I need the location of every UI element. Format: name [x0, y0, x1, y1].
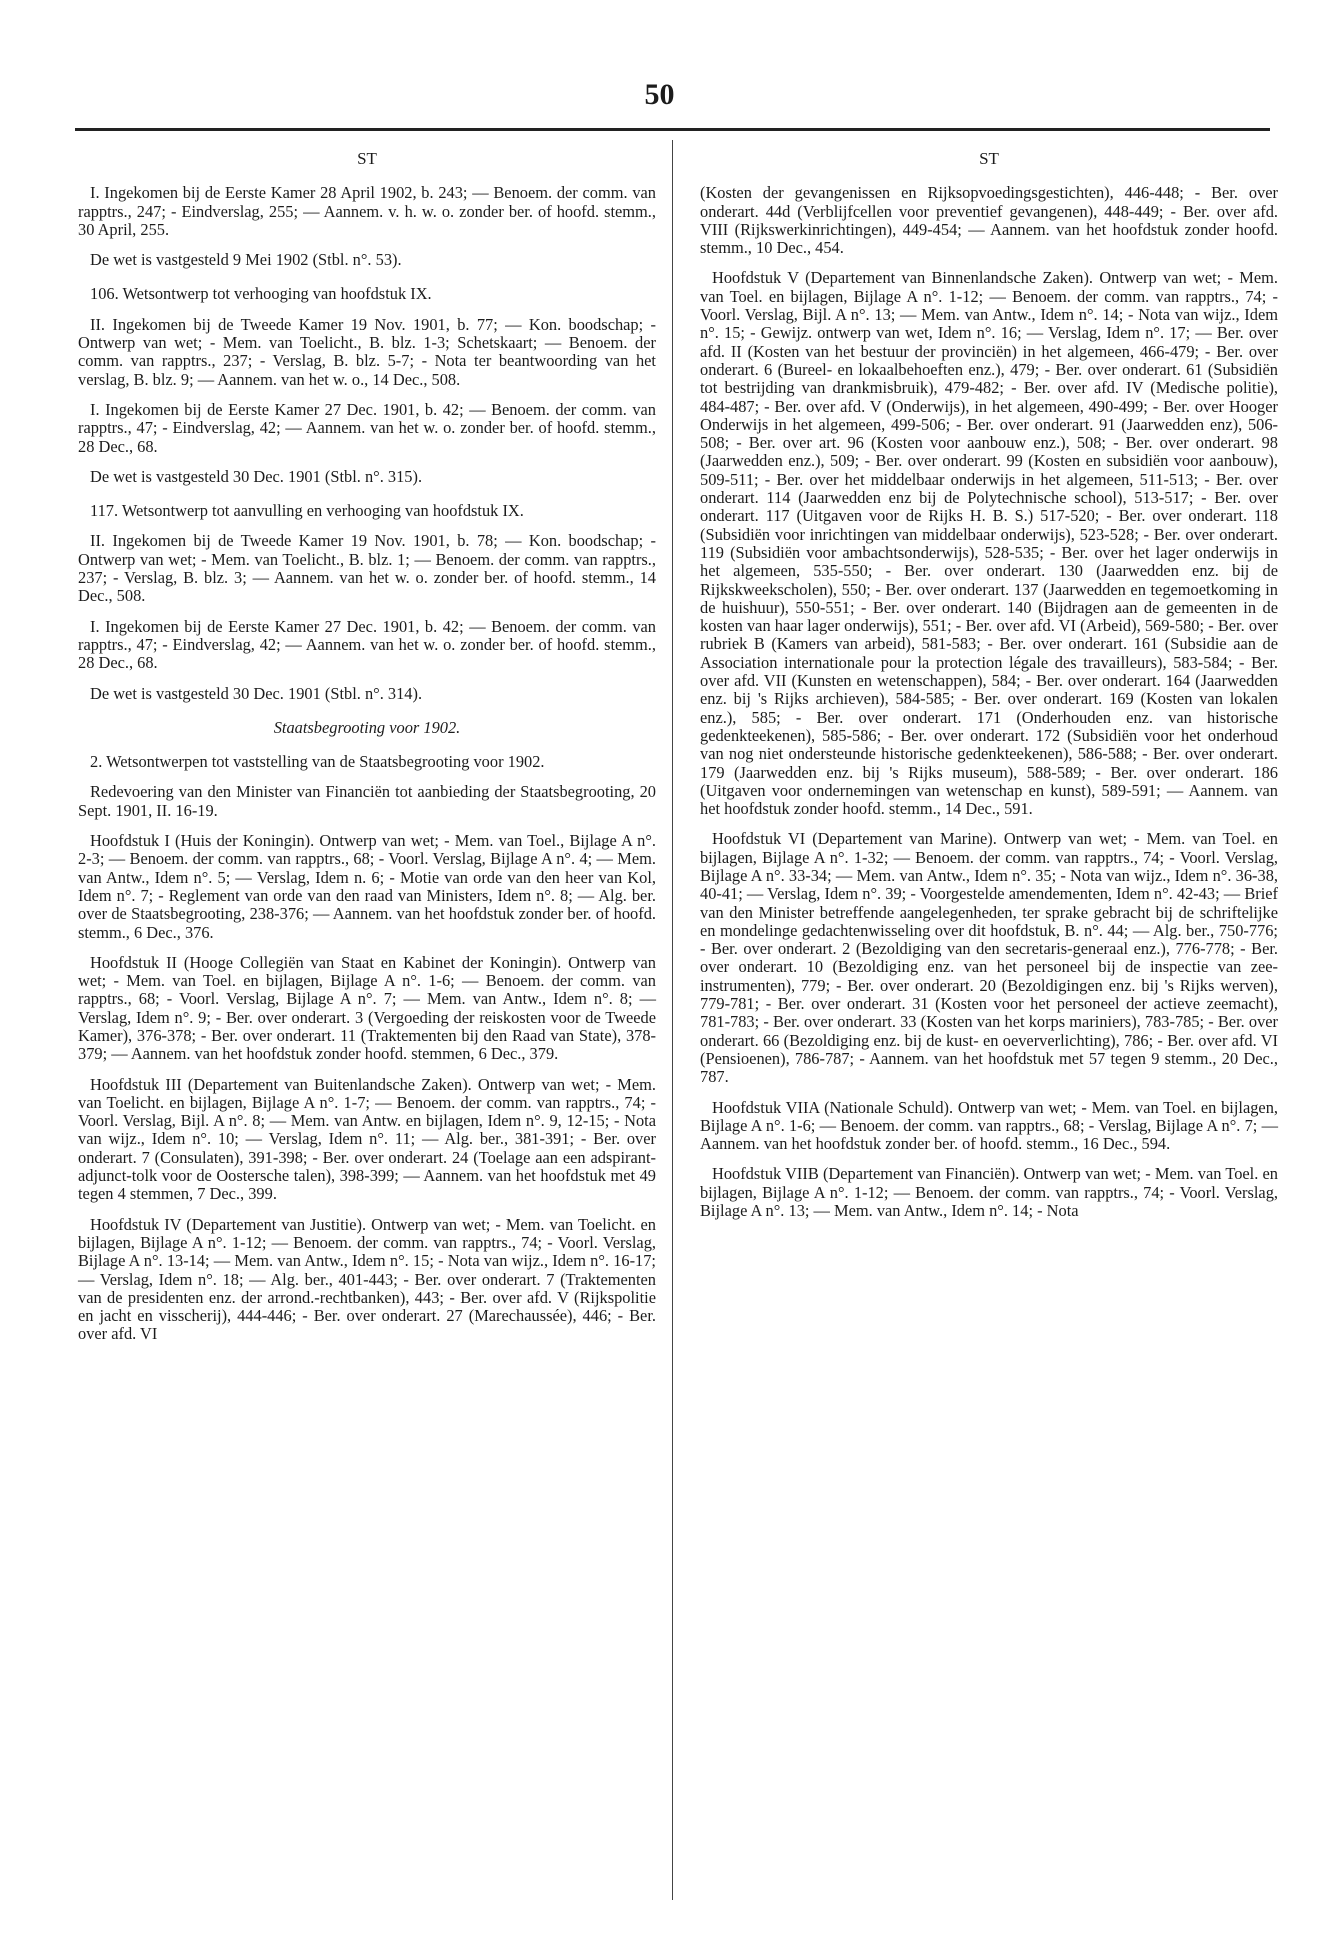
right-hoofdstuk-7a: Hoofdstuk VIIA (Nationale Schuld). Ontwerp van wet; - Mem. van Toel. en bijlagen, Bijlage A n°. 1-6; — Benoem. der comm. van rapptrs., 68; - Verslag, Bijlage A n°. 7; — Aannem. van het hoofdstuk zonder ber. of hoofd. stemm., 16 Dec., 594. — [700, 1097, 1278, 1154]
left-minister-speech: Redevoering van den Minister van Financiën tot aanbieding der Staatsbegrooting, 20 Sept. 1901, II. 16-19. — [78, 782, 656, 820]
left-hoofdstuk-1: Hoofdstuk I (Huis der Koningin). Ontwerp van wet; - Mem. van Toel., Bijlage A n°. 2-3; — Benoem. der comm. van rapptrs., 68; - Voorl. Verslag, Bijlage A n°. 4; — Mem. van Antw., Idem n°. 5; — Verslag, Idem n. 6; - Motie van orde van den heer van Kol, Idem n°. 7; - Reglement van orde van den raad van Ministers, Idem n°. 8; — Alg. ber. over de Staatsbegrooting, 238-376; — Aannem. van het hoofdstuk zonder ber. of hoofd. stemm., 6 Dec., 376. — [78, 831, 656, 942]
left-bill-117-law-fixed: De wet is vastgesteld 30 Dec. 1901 (Stbl. n°. 314). — [90, 683, 423, 703]
right-hoofdstuk-7b: Hoofdstuk VIIB (Departement van Financiën). Ontwerp van wet; - Mem. van Toel. en bijlagen, Bijlage A n°. 1-12; — Benoem. der comm. van rapptrs., 74; - Voorl. Verslag, Bijlage A n°. 13; — Mem. van Antw., Idem n°. 14; - Nota — [700, 1164, 1278, 1221]
right-hoofdstuk-5: Hoofdstuk V (Departement van Binnenlandsche Zaken). Ontwerp van wet; - Mem. van Toel. en bijlagen, Bijlage A n°. 1-12; — Benoem. der comm. van rapptrs., 74; - Voorl. Verslag, Bijl. A n°. 13; — Mem. van Antw., Idem n°. 14; - Nota van wijz., Idem n°. 15; - Gewijz. ontwerp van wet, Idem n°. 16; — Verslag, Idem n°. 17; — Ber. over afd. II (Kosten van het bestuur der provinciën) in het algemeen, 466-479; - Ber. over onderart. 6 (Bureel- en lokaalbehoeften enz.), 479; - Ber. over onderart. 61 (Subsidiën tot bestrijding van drankmisbruik), 479-482; - Ber. over afd. IV (Medische politie), 484-487; - Ber. over afd. V (Onderwijs), in het algemeen, 490-499; - Ber. over Hooger Onderwijs in het algemeen, 499-506; - Ber. over onderart. 91 (Jaarwedden enz), 506-508; - Ber. over art. 96 (Kosten voor aanbouw enz.), 508; - Ber. over onderart. 98 (Jaarwedden enz.), 509; - Ber. over onderart. 99 (Kosten en subsidiën voor aanbouw), 509-511; - Ber. over het middelbaar onderwijs in het algemeen, 511-513; - Ber. over onderart. 114 (Jaarwedden enz bij de Polytechnische school), 513-517; - Ber. over onderart. 117 (Uitgaven voor de Rijks H. B. S.) 517-520; - Ber. over onderart. 118 (Subsidiën voor inrichtingen van middelbaar onderwijs), 523-528; - Ber. over onderart. 119 (Subsidiën voor ambachtsonderwijs), 528-535; - Ber. over het lager onderwijs in het algemeen, 535-550; - Ber. over onderart. 130 (Jaarwedden enz. bij de Rijkskweekscholen), 550; - Ber. over onderart. 137 (Jaarwedden en tegemoetkoming in de huishuur), 550-551; - Ber. over onderart. 140 (Bijdragen aan de gemeenten in de kosten van haar lager onderwijs), 551; - Ber. over afd. VI (Arbeid), 569-580; - Ber. over rubriek B (Kamers van arbeid), 581-583; - Ber. over onderart. 161 (Subsidie aan de Association internationale pour la protection légale des travailleurs), 583-584; - Ber. over afd. VII (Kunsten en wetenschappen), 584; - Ber. over onderart. 164 (Jaarwedden enz. bij 's Rijks archieven), 584-585; - Ber. over onderart. 169 (Kosten van lokalen enz.), 585; - Ber. over onderart. 171 (Onderhouden enz. van historische gedenkteekenen), 585-586; - Ber. over onderart. 172 (Subsidiën voor het onderhoud van nog niet ondersteunde historische gedenkteekenen), 586-588; - Ber. over onderart. 179 (Jaarwedden enz. bij 's Rijks museum), 588-589; - Ber. over onderart. 186 (Uitgaven voor ondernemingen van wetenschap en kunst), 589-591; — Aannem. van het hoofdstuk zonder hoofd. stemm., 14 Dec., 591. — [700, 268, 1278, 819]
left-column-heading: ST — [357, 149, 377, 168]
left-bill-117-tweede-kamer: II. Ingekomen bij de Tweede Kamer 19 Nov. 1901, b. 78; — Kon. boodschap; - Ontwerp van wet; - Mem. van Toelicht., B. blz. 1; — Benoem. der comm. van rapptrs., 237; - Verslag, B. blz. 3; — Aannem. van het w. o. zonder ber. of hoofd. stemm., 14 Dec., 508. — [78, 531, 656, 606]
left-budget-bills-title: 2. Wetsontwerpen tot vaststelling van de Staatsbegrooting voor 1902. — [90, 752, 545, 772]
right-column — [700, 150, 1278, 1232]
left-entry-eerste-kamer-1902: I. Ingekomen bij de Eerste Kamer 28 April 1902, b. 243; — Benoem. der comm. van rapptrs., 247; - Eindverslag, 255; — Aannem. v. h. w. o. zonder ber. of hoofd. stemm., 30 April, 255. — [78, 183, 656, 239]
page-number: 50 — [644, 78, 675, 111]
left-bill-106-tweede-kamer: II. Ingekomen bij de Tweede Kamer 19 Nov. 1901, b. 77; — Kon. boodschap; - Ontwerp van wet; - Mem. van Toelicht., B. blz. 1-3; Schetskaart; — Benoem. der comm. van rapptrs., 237; - Verslag, B. blz. 5-7; - Nota ter beantwoording van het verslag, B. blz. 9; — Aannem. van het w. o., 14 Dec., 508. — [78, 314, 656, 389]
left-law-fixed-9-mei: De wet is vastgesteld 9 Mei 1902 (Stbl. n°. 53). — [90, 250, 402, 270]
left-bill-106-eerste-kamer: I. Ingekomen bij de Eerste Kamer 27 Dec. 1901, b. 42; — Benoem. der comm. van rapptrs., 47; - Eindverslag, 42; — Aannem. van het w. o. zonder ber. of hoofd. stemm., 28 Dec., 68. — [78, 399, 656, 456]
section-heading-staatsbegrooting: Staatsbegrooting voor 1902. — [273, 717, 461, 737]
left-hoofdstuk-4: Hoofdstuk IV (Departement van Justitie). Ontwerp van wet; - Mem. van Toelicht. en bijlagen, Bijlage A n°. 1-12; — Benoem. der comm. van rapptrs., 74; - Voorl. Verslag, Bijlage A n°. 13-14; — Mem. van Antw., Idem n°. 15; - Nota van wijz., Idem n°. 16-17; — Verslag, Idem n°. 18; — Alg. ber., 401-443; - Ber. over onderart. 7 (Traktementen van de presidenten enz. der arrond.-rechtbanken), 443; - Ber. over afd. V (Rijkspolitie en jacht en visscherij), 444-446; - Ber. over onderart. 27 (Marechaussée), 446; - Ber. over afd. VI — [78, 1214, 656, 1344]
left-column — [78, 150, 656, 1356]
left-bill-117-title: 117. Wetsontwerp tot aanvulling en verhooging van hoofdstuk IX. — [90, 501, 524, 521]
right-hoofdstuk-6: Hoofdstuk VI (Departement van Marine). Ontwerp van wet; - Mem. van Toel. en bijlagen, Bijlage A n°. 1-32; — Benoem. der comm. van rapptrs., 74; - Voorl. Verslag, Bijlage A n°. 33-34; — Mem. van Antw., Idem n°. 35; - Nota van wijz., Idem n°. 36-38, 40-41; — Verslag, Idem n°. 39; - Voorgestelde amendementen, Idem n°. 42-43; — Brief van den Minister betreffende aangelegenheden, ter sprake gebracht bij de schriftelijke en mondelinge gedachtenwisseling over dit hoofdstuk, B. n°. 44; — Alg. ber., 750-776; - Ber. over onderart. 2 (Bezoldiging van den secretaris-generaal enz.), 776-778; - Ber. over onderart. 10 (Bezoldiging enz. van het personeel bij de inspectie van zee-instrumenten), 779; - Ber. over onderart. 20 (Bezoldigingen enz. bij 's Rijks werven), 779-781; - Ber. over onderart. 31 (Kosten voor het personeel der actieve zeemacht), 781-783; - Ber. over onderart. 33 (Kosten van het korps mariniers), 783-785; - Ber. over onderart. 66 (Bezoldiging enz. bij de kust- en oeververlichting), 786; - Ber. over afd. VI (Pensioenen), 786-787; - Aannem. van het hoofdstuk met 57 tegen 9 stemm., 20 Dec., 787. — [700, 829, 1278, 1087]
left-hoofdstuk-3: Hoofdstuk III (Departement van Buitenlandsche Zaken). Ontwerp van wet; - Mem. van Toelicht. en bijlagen, Bijlage A n°. 1-7; — Benoem. der comm. van rapptrs., 74; - Voorl. Verslag, Bijl. A n°. 8; — Mem. van Antw. en bijlagen, Idem n°. 9, 12-15; - Nota van wijz., Idem n°. 10; — Verslag, Idem n°. 11; — Alg. ber., 381-391; - Ber. over onderart. 7 (Consulaten), 391-398; - Ber. over onderart. 24 (Toelage aan een adspirant-adjunct-tolk voor de Oostersche talen), 398-399; — Aannem. van het hoofdstuk met 49 tegen 4 stemmen, 7 Dec., 399. — [78, 1074, 656, 1204]
left-bill-106-law-fixed: De wet is vastgesteld 30 Dec. 1901 (Stbl. n°. 315). — [90, 466, 423, 486]
right-hoofdstuk-4-continued: (Kosten der gevangenissen en Rijksopvoedingsgestichten), 446-448; - Ber. over onderart. 44d (Verblijfcellen voor preventief gevangenen), 448-449; - Ber. over afd. VIII (Rijkswerkinrichtingen), 449-454; — Aannem. van het hoofdstuk zonder hoofd. stemm., 10 Dec., 454. — [700, 183, 1278, 258]
left-bill-117-eerste-kamer: I. Ingekomen bij de Eerste Kamer 27 Dec. 1901, b. 42; — Benoem. der comm. van rapptrs., 47; - Eindverslag, 42; — Aannem. van het w. o. zonder ber. of hoofd. stemm., 28 Dec., 68. — [78, 616, 656, 673]
header-rule — [75, 128, 1270, 131]
right-column-heading: ST — [979, 149, 999, 168]
column-divider — [672, 140, 673, 1900]
left-bill-106-title: 106. Wetsontwerp tot verhooging van hoofdstuk IX. — [90, 284, 432, 304]
left-hoofdstuk-2: Hoofdstuk II (Hooge Collegiën van Staat en Kabinet der Koningin). Ontwerp van wet; - Mem. van Toel. en bijlagen, Bijlage A n°. 1-6; — Benoem. der comm. van rapptrs., 68; - Voorl. Verslag, Bijlage A n°. 7; — Mem. van Antw., Idem n°. 8; — Verslag, Idem n°. 9; - Ber. over onderart. 3 (Vergoeding der reiskosten voor de Tweede Kamer), 376-378; - Ber. over onderart. 11 (Traktementen bij den Raad van State), 378-379; — Aannem. van het hoofdstuk zonder hoofd. stemmen, 6 Dec., 379. — [78, 952, 656, 1064]
